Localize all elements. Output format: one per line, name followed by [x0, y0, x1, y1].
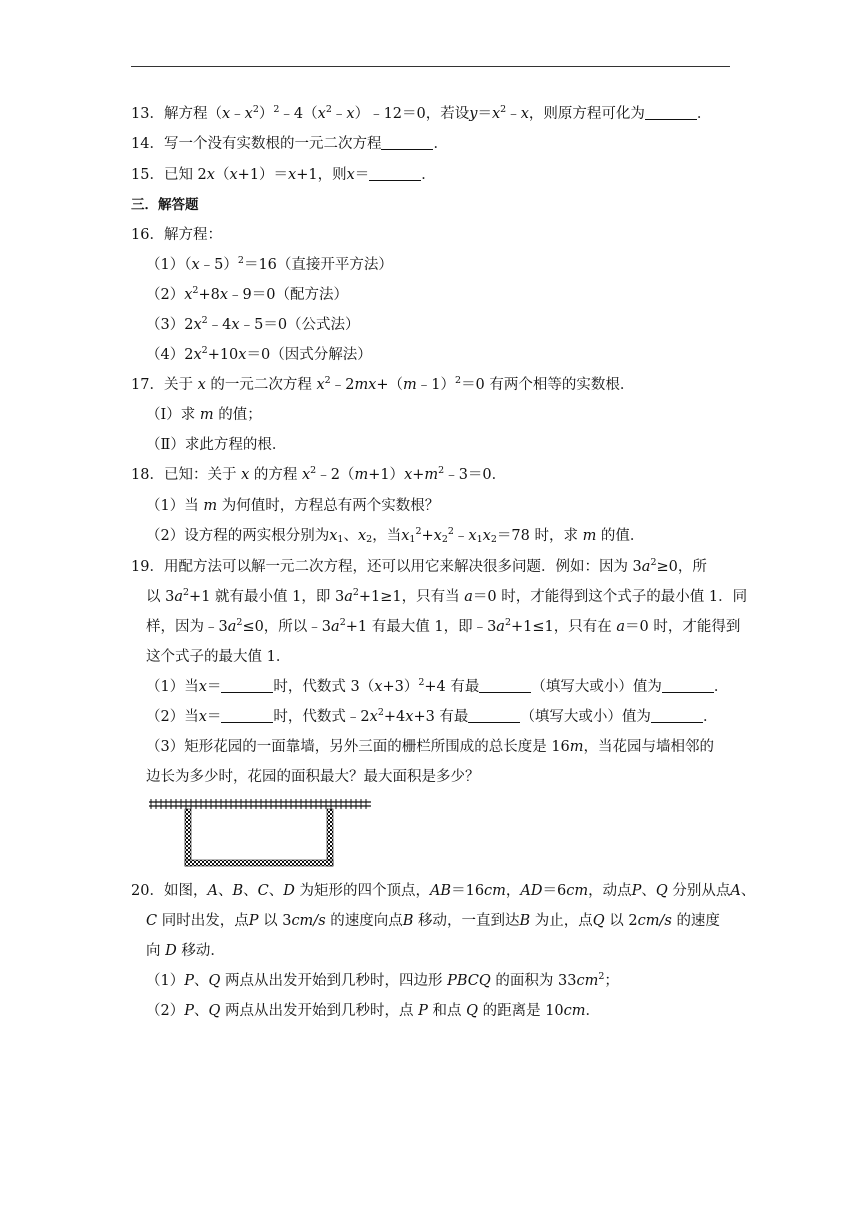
question-19-line-4: 这个式子的最大值 1． [146, 649, 291, 665]
question-16-part-1: （1）（x﹣5）$^2$＝16（直接开平方法） [146, 255, 393, 273]
question-16-part-2: $(2)x^2+8x﹣9=0$（配方法） [146, 285, 348, 303]
question-20-part-1: （1）P、Q 两点从出发开始到几秒时，四边形 PBCQ 的面积为 $33cm^2$； [146, 971, 619, 989]
question-20-line-2: C 同时出发，点P 以 3cm/s 的速度向点B 移动，一直到达B 为止，点Q 以 2cm/s 的速度 [146, 913, 720, 929]
question-14: 14．写一个没有实数根的一元二次方程 ． [131, 136, 448, 152]
question-18: 18．已知：关于 x 的方程 $x^2﹣2(m+1)x+m^2﹣3=0$． [131, 465, 507, 483]
question-16-part-3: $(3)2x^2﹣4x﹣5=0$（公式法） [146, 315, 360, 333]
answer-blank[interactable] [369, 167, 421, 181]
question-19-part-2: （2）当x＝ 时，代数式$﹣2x^2+4x+3$ 有最 （填写大或小）值为 ． [146, 707, 718, 725]
question-16: 16．解方程： [131, 227, 222, 243]
question-16-part-4: $(4)2x^2+10x=0$（因式分解法） [146, 345, 372, 363]
answer-blank[interactable] [479, 679, 531, 693]
answer-blank[interactable] [221, 679, 273, 693]
answer-blank[interactable] [381, 136, 433, 150]
answer-blank[interactable] [468, 709, 520, 723]
question-17: 17．关于 x 的一元二次方程 $x^2﹣2mx+(m﹣1)^2=0$ 有两个相等的实数根． [131, 375, 635, 393]
section-heading: 三．解答题 [131, 197, 199, 213]
question-19-part-1: （1）当x＝ 时，代数式 $3(x+3)^2+4$ 有最 （填写大或小）值为 ． [146, 677, 729, 695]
question-17-part-1: （Ⅰ）求 m 的值； [146, 407, 262, 423]
question-19-part-3-line-2: 边长为多少时，花园的面积最大？最大面积是多少？ [146, 769, 480, 785]
question-20-part-2: （2）P、Q 两点从出发开始到几秒时，点 P 和点 Q 的距离是 10cm． [146, 1003, 601, 1019]
question-19-line-3: 样，因为$﹣3a^2\le 0$，所以$﹣3a^2+1$ 有最大值 1，即$﹣3a^2+1\le 1$，只有在 a＝0 时，才能得到 [146, 617, 741, 635]
question-19: 19．用配方法可以解一元二次方程，还可以用它来解决很多问题．例如：因为 $3a^2\ge 0$，所 [131, 557, 707, 575]
question-20: 20．如图，A、B、C、D 为矩形的四个顶点，AB＝16cm，AD＝6cm，动点P、Q 分别从点A、 [131, 883, 756, 899]
wall [149, 799, 371, 809]
question-19-part-3: （3）矩形花园的一面靠墙，另外三面的栅栏所围成的总长度是 16m，当花园与墙相邻的 [146, 739, 715, 755]
question-18-part-1: （1）当 m 为何值时，方程总有两个实数根？ [146, 498, 440, 514]
answer-blank[interactable] [645, 106, 697, 120]
answer-blank[interactable] [221, 709, 273, 723]
question-18-part-2: （2）设方程的两实根分别为$x_1$、$x_2$，当$x_1^2+x_2^2﹣x_1x_2=78$ 时，求 m 的值． [146, 526, 645, 545]
header-rule [131, 66, 730, 67]
question-19-line-2: 以 $3a^2+1$ 就有最小值 1，即 $3a^2+1\ge 1$，只有当 a＝0 时，才能得到这个式子的最小值 1．同 [146, 587, 748, 605]
question-17-part-2: （Ⅱ）求此方程的根． [146, 437, 287, 453]
garden-wall-figure [146, 797, 376, 869]
fence [185, 809, 333, 866]
question-15: 15．已知 2x（x+1）＝x+1，则x＝ ． [131, 167, 436, 183]
question-13: 13．解方程$(x﹣x^2)^2﹣4(x^2﹣x)﹣12=0$，若设$y=x^2﹣x$，则原方程可化为 ． [131, 104, 712, 122]
answer-blank[interactable] [651, 709, 703, 723]
question-20-line-3: 向 D 移动． [146, 943, 225, 959]
answer-blank[interactable] [662, 679, 714, 693]
